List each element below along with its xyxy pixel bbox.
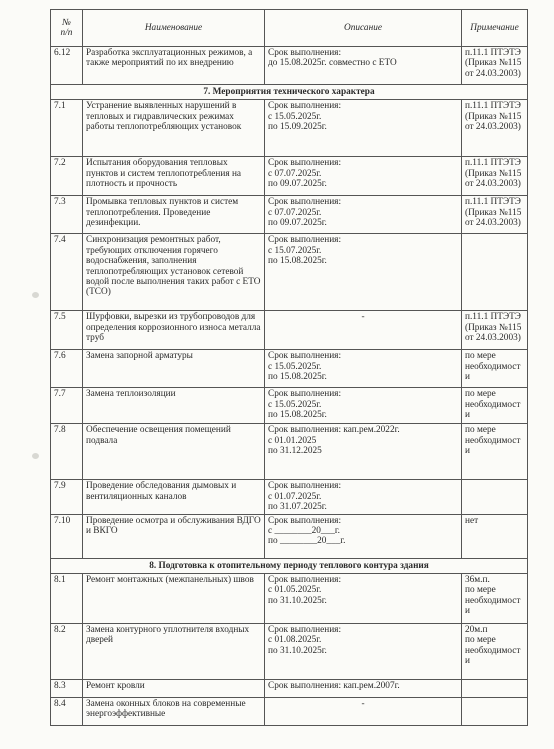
row-desc-cell: Срок выполнения: с 01.08.2025г. по 31.10.2025г. [265,624,462,680]
row-num-cell: 7.6 [51,350,83,388]
table-header-row [51,10,528,47]
maintenance-plan-table [50,9,528,726]
row-desc-cell: Срок выполнения: с 01.07.2025г. по 31.07.2025г. [265,480,462,514]
table-row [51,196,528,234]
row-desc-cell: Срок выполнения: кап.рем.2007г. [265,680,462,698]
header-desc: Описание [265,10,462,47]
header-note: Примечание [462,10,528,47]
row-desc-cell: Срок выполнения: с ________20___г. по ________20___г. [265,514,462,558]
punch-hole-bottom [32,453,39,459]
row-name-cell: Замена оконных блоков на современные энергоэффективные [83,698,265,726]
row-num-cell: 8.3 [51,680,83,698]
row-note-cell: 36м.п. по мере необходимост и [462,574,528,624]
row-desc-cell: Срок выполнения: с 01.05.2025г. по 31.10.2025г. [265,574,462,624]
row-num-cell: 7.4 [51,234,83,311]
row-num-cell: 7.3 [51,196,83,234]
rows-top [51,47,528,85]
header-name: Наименование [83,10,265,47]
row-desc-cell: - [265,698,462,726]
table-row [51,311,528,350]
row-note-cell: по мере необходимост и [462,388,528,424]
row-note-cell: по мере необходимост и [462,424,528,480]
table-row [51,234,528,311]
table-row [51,680,528,698]
table-row [51,574,528,624]
section-title: 7. Мероприятия технического характера [51,85,528,100]
row-name-cell: Замена запорной арматуры [83,350,265,388]
row-note-cell [462,698,528,726]
section-title: 8. Подготовка к отопительному периоду теплового контура здания [51,558,528,573]
table-row [51,350,528,388]
row-name-cell: Замена контурного уплотнителя входных дверей [83,624,265,680]
row-num-cell: 6.12 [51,47,83,85]
row-num-cell: 7.1 [51,100,83,157]
row-num-cell: 7.7 [51,388,83,424]
row-name-cell: Разработка эксплуатационных режимов, а также мероприятий по их внедрению [83,47,265,85]
row-note-cell: 20м.п по мере необходимост и [462,624,528,680]
row-name-cell: Синхронизация ремонтных работ, требующих отключения горячего водоснабжения, заполнения теплопотребляющих установок сетевой водой после выполнения таких работ с ЕТО (ТСО) [83,234,265,311]
table-row [51,698,528,726]
row-note-cell: нет [462,514,528,558]
row-note-cell [462,480,528,514]
row-note-cell [462,234,528,311]
row-name-cell: Шурфовки, вырезки из трубопроводов для определения коррозионного износа металла труб [83,311,265,350]
row-name-cell: Ремонт монтажных (межпанельных) швов [83,574,265,624]
table-row [51,514,528,558]
punch-hole-top [32,292,39,298]
row-num-cell: 8.2 [51,624,83,680]
table-row [51,388,528,424]
table-row [51,424,528,480]
row-desc-cell: Срок выполнения: кап.рем.2022г. с 01.01.2025 по 31.12.2025 [265,424,462,480]
row-name-cell: Проведение обследования дымовых и вентиляционных каналов [83,480,265,514]
row-num-cell: 7.5 [51,311,83,350]
table-row [51,480,528,514]
row-name-cell: Испытания оборудования тепловых пунктов и систем теплопотребления на плотность и прочность [83,157,265,196]
row-desc-cell: Срок выполнения: с 15.07.2025г. по 15.08.2025г. [265,234,462,311]
row-desc-cell: - [265,311,462,350]
row-desc-cell: Срок выполнения: с 07.07.2025г. по 09.07.2025г. [265,196,462,234]
row-note-cell: по мере необходимост и [462,350,528,388]
row-note-cell: п.11.1 ПТЭТЭ (Приказ №115 от 24.03.2003) [462,196,528,234]
row-num-cell: 7.9 [51,480,83,514]
row-name-cell: Устранение выявленных нарушений в тепловых и гидравлических режимах работы теплопотребляющих установок [83,100,265,157]
row-name-cell: Замена теплоизоляции [83,388,265,424]
row-name-cell: Проведение осмотра и обслуживания ВДГО и ВКГО [83,514,265,558]
row-desc-cell: Срок выполнения: с 15.05.2025г. по 15.09.2025г. [265,100,462,157]
row-num-cell: 7.10 [51,514,83,558]
row-note-cell: п.11.1 ПТЭТЭ (Приказ №115 от 24.03.2003) [462,47,528,85]
rows-section-7 [51,100,528,558]
row-note-cell: п.11.1 ПТЭТЭ (Приказ №115 от 24.03.2003) [462,157,528,196]
row-num-cell: 7.8 [51,424,83,480]
row-num-cell: 8.1 [51,574,83,624]
table-row [51,47,528,85]
table-row [51,624,528,680]
row-desc-cell: Срок выполнения: с 15.05.2025г. по 15.08.2025г. [265,388,462,424]
row-note-cell: п.11.1 ПТЭТЭ (Приказ №115 от 24.03.2003) [462,311,528,350]
row-name-cell: Промывка тепловых пунктов и систем теплопотребления. Проведение дезинфекции. [83,196,265,234]
row-num-cell: 8.4 [51,698,83,726]
table-row [51,157,528,196]
header-num: № п/п [51,10,83,47]
table-row [51,100,528,157]
section-8-header [51,558,528,573]
row-name-cell: Ремонт кровли [83,680,265,698]
row-note-cell: п.11.1 ПТЭТЭ (Приказ №115 от 24.03.2003) [462,100,528,157]
rows-section-8 [51,574,528,726]
section-7-header [51,85,528,100]
row-num-cell: 7.2 [51,157,83,196]
row-name-cell: Обеспечение освещения помещений подвала [83,424,265,480]
row-desc-cell: Срок выполнения: до 15.08.2025г. совместно с ЕТО [265,47,462,85]
row-desc-cell: Срок выполнения: с 07.07.2025г. по 09.07.2025г. [265,157,462,196]
row-desc-cell: Срок выполнения: с 15.05.2025г. по 15.08.2025г. [265,350,462,388]
row-note-cell [462,680,528,698]
